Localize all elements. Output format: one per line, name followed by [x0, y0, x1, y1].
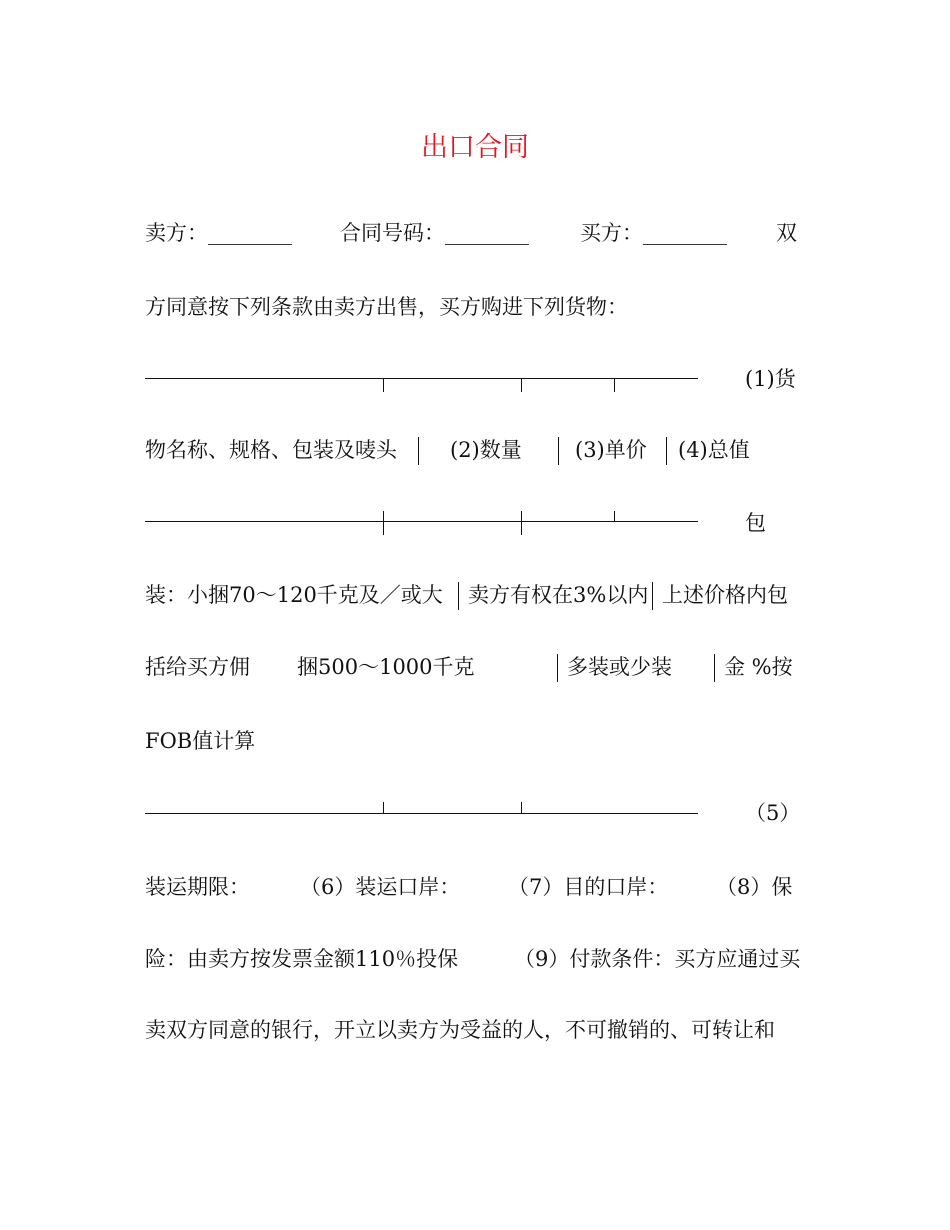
port-of-destination-label: （7）目的口岸： — [508, 875, 669, 899]
port-of-shipment-label: （6）装运口岸： — [300, 875, 461, 899]
payment-terms-continued: 卖双方同意的银行，开立以卖方为受益的人，不可撤销的、可转让和 — [145, 1018, 775, 1042]
document-title: 出口合同 — [421, 132, 529, 163]
table-tick — [521, 378, 522, 392]
payment-terms-clause: （9）付款条件：买方应通过买 — [514, 947, 801, 971]
fob-calculation-text: FOB值计算 — [145, 729, 256, 753]
table-tick — [383, 511, 384, 535]
table-rule-1 — [145, 378, 698, 379]
contract-number-field: 合同号码：________ — [340, 221, 529, 245]
commission-percent-cell: 金 %按 — [724, 655, 793, 679]
column-separator — [714, 654, 715, 682]
text-line-1-end: 双 — [776, 221, 797, 245]
price-commission-cell: 上述价格内包 — [662, 583, 788, 607]
clause-5-number: （5） — [745, 801, 801, 825]
more-or-less-cell: 多装或少装 — [567, 655, 672, 679]
packing-cell: 装：小捆70～120千克及／或大 — [145, 583, 443, 607]
table-rule-3 — [145, 813, 698, 814]
column-separator — [652, 582, 653, 610]
bundle-weight-cell: 捆500～1000千克 — [297, 655, 475, 679]
table-tick — [614, 378, 615, 392]
packing-label-start: 包 — [745, 511, 766, 535]
unit-price-header: (3)单价 — [575, 438, 647, 462]
text-line-2: 方同意按下列条款由卖方出售，买方购进下列货物： — [145, 295, 628, 319]
insurance-clause: 险：由卖方按发票金额110％投保 — [145, 947, 459, 971]
table-tick — [383, 378, 384, 392]
goods-description-header: 物名称、规格、包装及唛头 — [145, 438, 397, 462]
insurance-label-start: （8）保 — [716, 875, 793, 899]
item-goods-label-start: (1)货 — [745, 367, 796, 391]
total-value-header: (4)总值 — [678, 438, 750, 462]
column-separator — [666, 437, 667, 465]
buyer-field: 买方：________ — [580, 221, 727, 245]
seller-field: 卖方：________ — [145, 221, 292, 245]
table-rule-2 — [145, 521, 698, 522]
column-separator — [557, 654, 558, 682]
table-tick — [614, 511, 615, 521]
column-separator — [458, 582, 459, 610]
column-separator — [558, 437, 559, 465]
quantity-header: (2)数量 — [450, 438, 522, 462]
quantity-tolerance-cell: 卖方有权在3%以内 — [468, 583, 649, 607]
column-separator — [418, 437, 419, 465]
commission-cell: 括给买方佣 — [145, 655, 250, 679]
table-tick — [521, 511, 522, 535]
table-tick — [521, 802, 522, 813]
table-tick — [383, 802, 384, 813]
shipment-period-label: 装运期限： — [145, 875, 250, 899]
